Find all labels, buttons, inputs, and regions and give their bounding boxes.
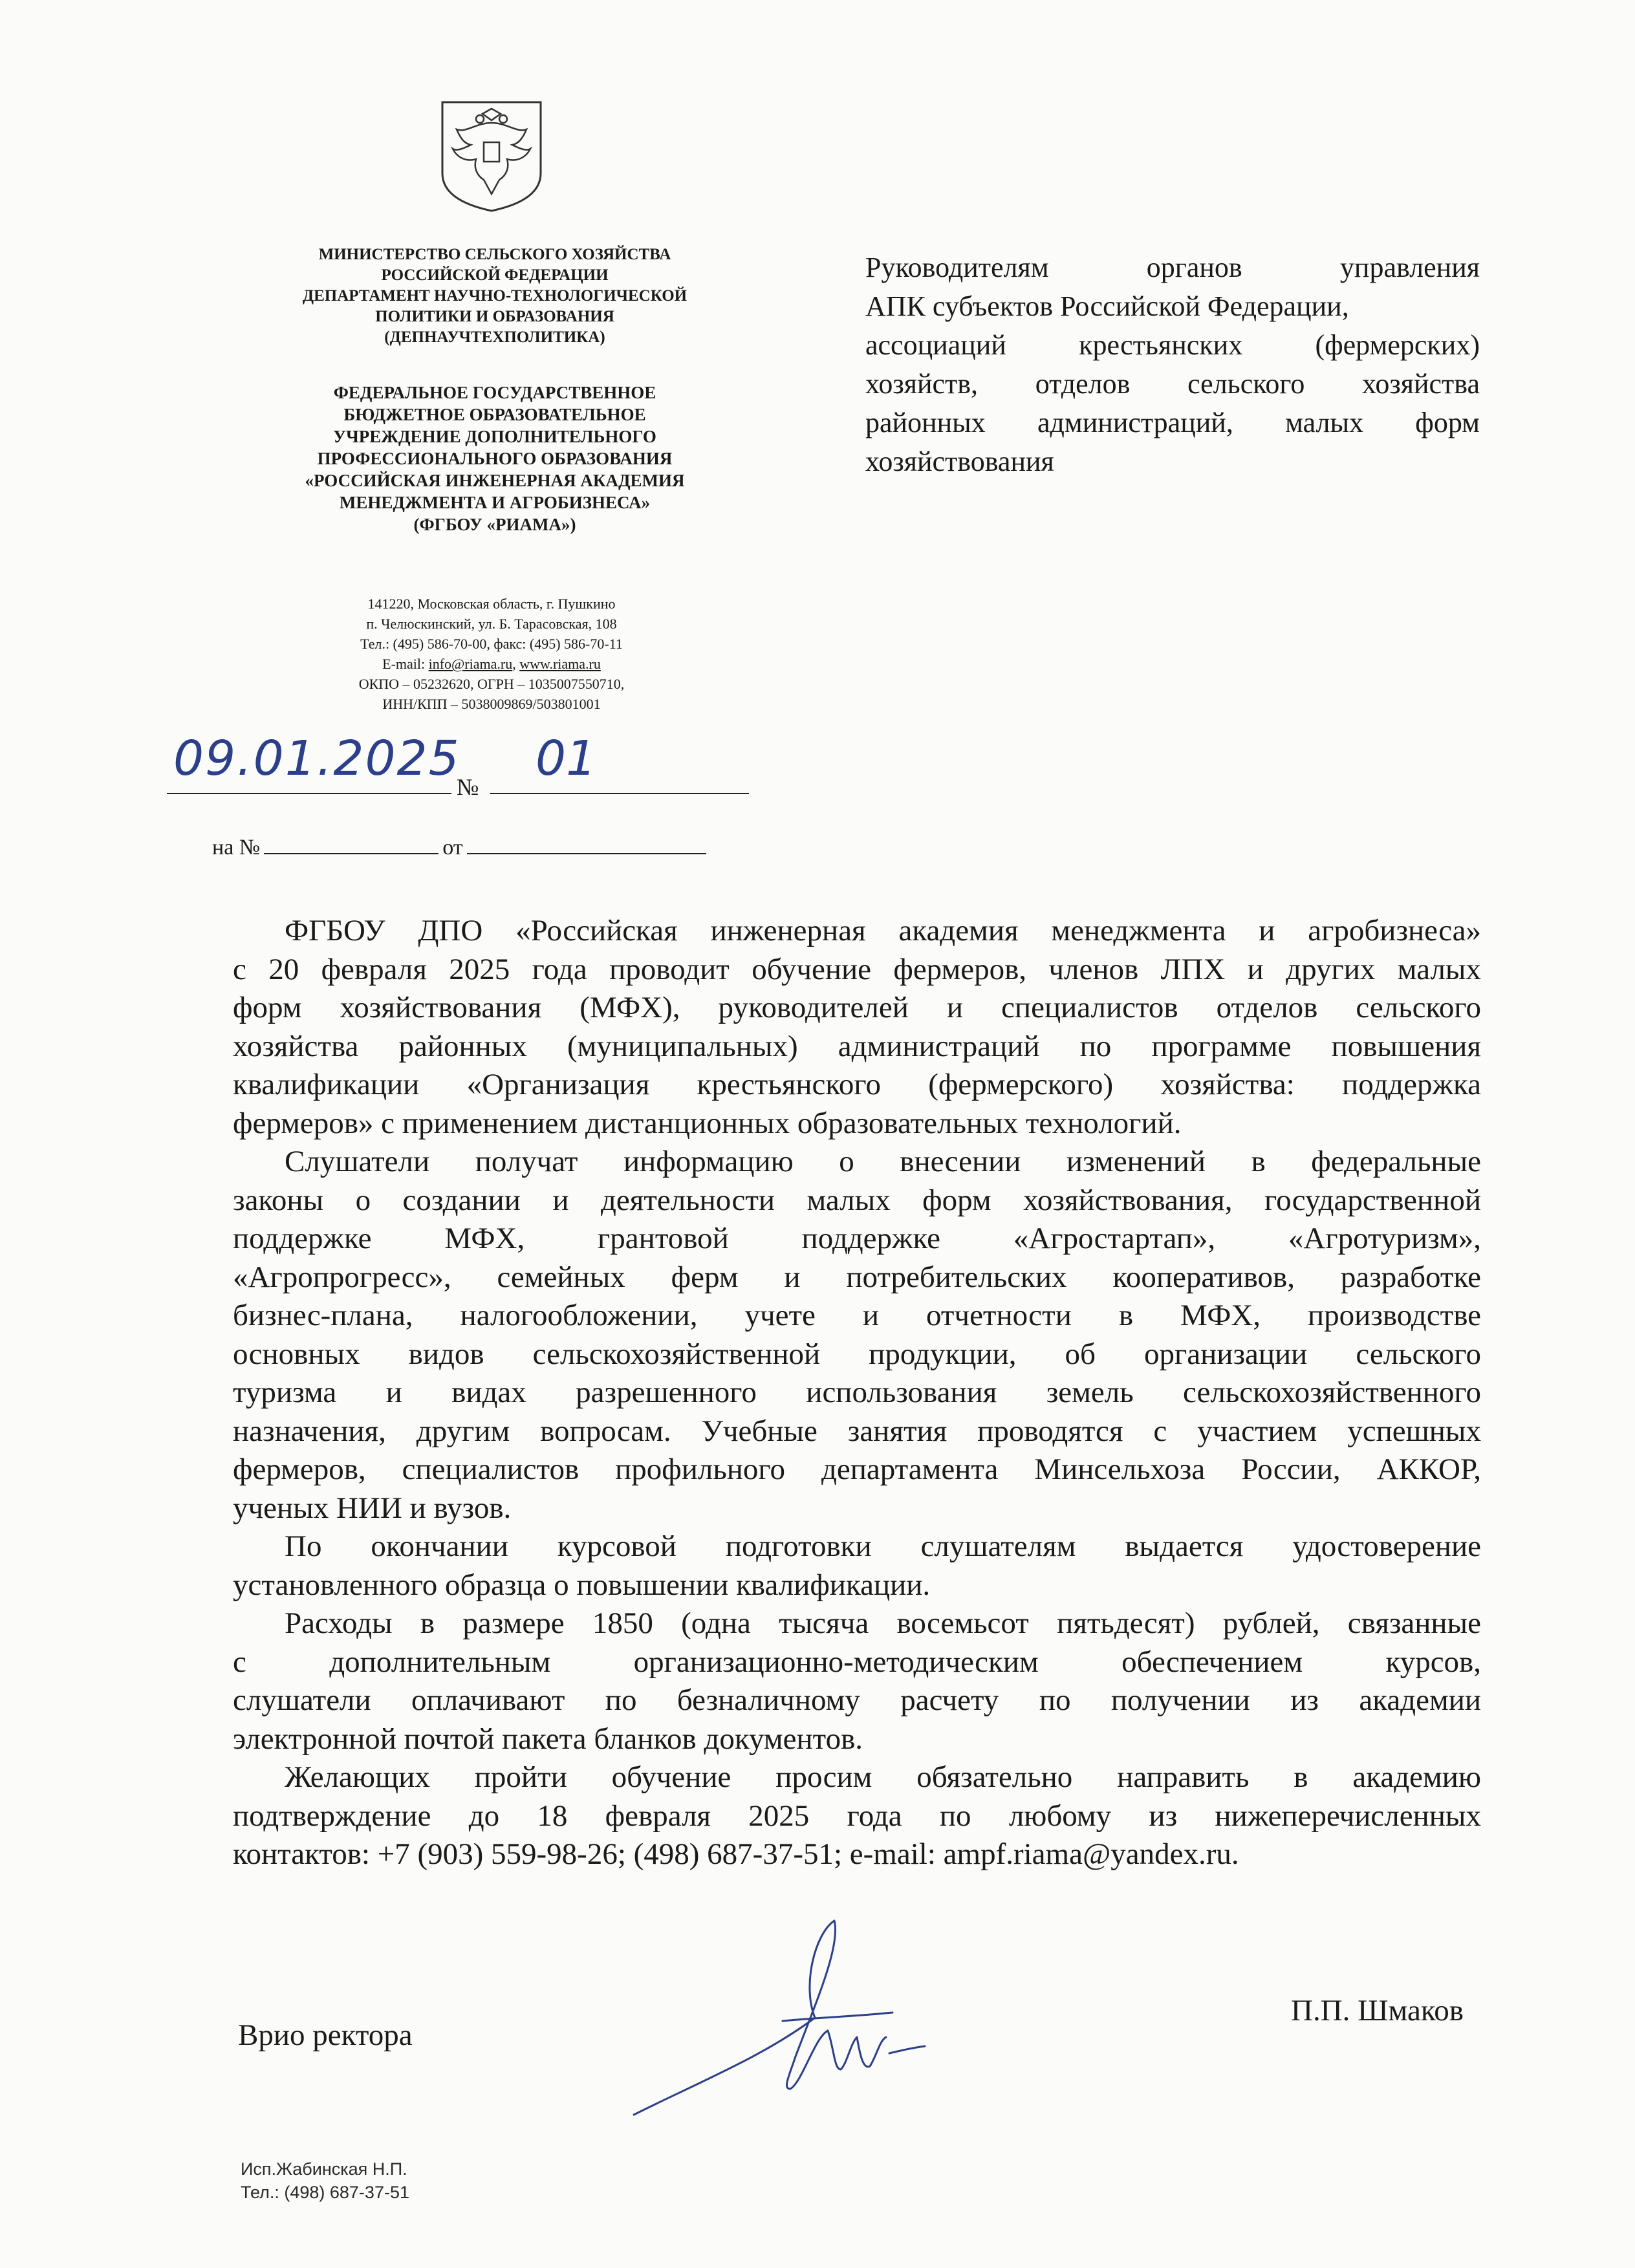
organization-header [213, 382, 776, 535]
ministry-line: ДЕПАРТАМЕНТ НАУЧНО-ТЕХНОЛОГИЧЕСКОЙ [302, 287, 688, 305]
reference-date-blank [467, 853, 706, 854]
addressee-line: ассоциаций крестьянских (фермерских) [865, 329, 1480, 361]
body-line: Расходы в размере 1850 (одна тысяча восемьсот пятьдесят) рублей, связанные [285, 1606, 1481, 1640]
body-line: фермеров» с применением дистанционных образовательных технологий. [233, 1106, 1182, 1140]
handwritten-signature [621, 1908, 931, 2128]
addressee-line: хозяйствования [865, 446, 1054, 477]
reference-from-label: от [442, 836, 463, 859]
executor-phone: Тел.: (498) 687-37-51 [241, 2183, 409, 2202]
addressee-line: Руководителям органов управления [865, 252, 1480, 283]
address-line: п. Челюскинский, ул. Б. Тарасовская, 108 [366, 616, 617, 632]
body-line: фермеров, специалистов профильного департамента Минсельхоза России, АККОР, [233, 1453, 1481, 1486]
address-line: 141220, Московская область, г. Пушкино [367, 596, 616, 612]
body-line: слушатели оплачивают по безналичному расчету по получении из академии [233, 1683, 1481, 1717]
body-line: квалификации «Организация крестьянского (фермерского) хозяйства: поддержка [233, 1068, 1481, 1101]
addressee-line: АПК субъектов Российской Федерации, [865, 290, 1349, 322]
contact-line [259, 654, 724, 674]
body-line: законы о создании и деятельности малых форм хозяйствования, государственной [233, 1183, 1481, 1217]
body-line: туризма и видах разрешенного использования земель сельскохозяйственного [233, 1376, 1481, 1409]
letter-body [233, 912, 1481, 1874]
org-line: МЕНЕДЖМЕНТА И АГРОБИЗНЕСА» [339, 493, 651, 512]
org-line: ФЕДЕРАЛЬНОЕ ГОСУДАРСТВЕННОЕ [333, 383, 656, 402]
ministry-header [213, 244, 776, 348]
codes-line: ОКПО – 05232620, ОГРН – 1035007550710, [358, 676, 625, 692]
registration-line [167, 731, 749, 808]
body-line: назначения, другим вопросам. Учебные занятия проводятся с участием успешных [233, 1414, 1481, 1448]
coat-of-arms-emblem [437, 97, 546, 213]
body-line: поддержке МФХ, грантовой поддержке «Агростартап», «Агротуризм», [233, 1222, 1481, 1255]
address-line: Тел.: (495) 586-70-00, факс: (495) 586-70-11 [360, 636, 623, 652]
addressee-block [865, 248, 1480, 481]
signatory-position: Врио ректора [238, 2018, 413, 2052]
number-underline [490, 793, 749, 794]
body-line: ученых НИИ и вузов. [233, 1491, 512, 1525]
codes-line: ИНН/КПП – 5038009869/503801001 [382, 696, 601, 712]
body-line: По окончании курсовой подготовки слушателям выдается удостоверение [285, 1529, 1481, 1563]
body-line: бизнес-плана, налогообложении, учете и отчетности в МФХ, производстве [233, 1299, 1481, 1332]
body-line: хозяйства районных (муниципальных) администраций по программе повышения [233, 1029, 1481, 1063]
handwritten-number: 01 [536, 731, 597, 786]
reference-line [212, 836, 706, 860]
date-underline [167, 793, 451, 794]
org-line: БЮДЖЕТНОЕ ОБРАЗОВАТЕЛЬНОЕ [343, 405, 646, 424]
signatory-name: П.П. Шмаков [1291, 1994, 1464, 2027]
body-line: контактов: +7 (903) 559-98-26; (498) 687-37-51; e-mail: ampf.riama@yandex.ru. [233, 1837, 1239, 1871]
organization-address [259, 594, 724, 714]
separator: , [512, 656, 520, 672]
reference-label: на № [212, 836, 261, 859]
addressee-line: хозяйств, отделов сельского хозяйства [865, 368, 1480, 400]
org-line: ПРОФЕССИОНАЛЬНОГО ОБРАЗОВАНИЯ [317, 449, 673, 468]
org-line: «РОССИЙСКАЯ ИНЖЕНЕРНАЯ АКАДЕМИЯ [305, 471, 685, 490]
ministry-line: (ДЕПНАУЧТЕХПОЛИТИКА) [384, 329, 605, 346]
org-line: УЧРЕЖДЕНИЕ ДОПОЛНИТЕЛЬНОГО [333, 427, 656, 446]
org-line: (ФГБОУ «РИАМА») [413, 515, 576, 534]
website-link[interactable]: www.riama.ru [519, 656, 601, 672]
body-line: Слушатели получат информацию о внесении изменений в федеральные [285, 1145, 1481, 1178]
body-line: с 20 февраля 2025 года проводит обучение фермеров, членов ЛПХ и других малых [233, 952, 1481, 986]
ministry-line: МИНИСТЕРСТВО СЕЛЬСКОГО ХОЗЯЙСТВА [318, 246, 671, 263]
body-line: Желающих пройти обучение просим обязательно направить в академию [285, 1760, 1481, 1794]
body-line: с дополнительным организационно-методическим обеспечением курсов, [233, 1645, 1481, 1679]
ministry-line: РОССИЙСКОЙ ФЕДЕРАЦИИ [381, 266, 609, 284]
email-link[interactable]: info@riama.ru [428, 656, 513, 672]
body-line: основных видов сельскохозяйственной продукции, об организации сельского [233, 1337, 1481, 1371]
executor-info [241, 2157, 409, 2204]
body-line: электронной почтой пакета бланков документов. [233, 1722, 863, 1756]
handwritten-date: 09.01.2025 [173, 731, 460, 786]
body-line: форм хозяйствования (МФХ), руководителей и специалистов отделов сельского [233, 991, 1481, 1024]
email-prefix: E-mail: [382, 656, 429, 672]
reference-number-blank [264, 853, 439, 854]
body-line: установленного образца о повышении квалификации. [233, 1568, 931, 1602]
body-line: ФГБОУ ДПО «Российская инженерная академия менеджмента и агробизнеса» [285, 914, 1481, 947]
number-label: № [457, 774, 479, 800]
ministry-line: ПОЛИТИКИ И ОБРАЗОВАНИЯ [375, 308, 614, 325]
addressee-line: районных администраций, малых форм [865, 407, 1480, 438]
body-line: подтверждение до 18 февраля 2025 года по любому из нижеперечисленных [233, 1798, 1481, 1833]
executor-name: Исп.Жабинская Н.П. [241, 2159, 407, 2179]
body-line: «Агропрогресс», семейных ферм и потребительских кооперативов, разработке [233, 1260, 1481, 1294]
